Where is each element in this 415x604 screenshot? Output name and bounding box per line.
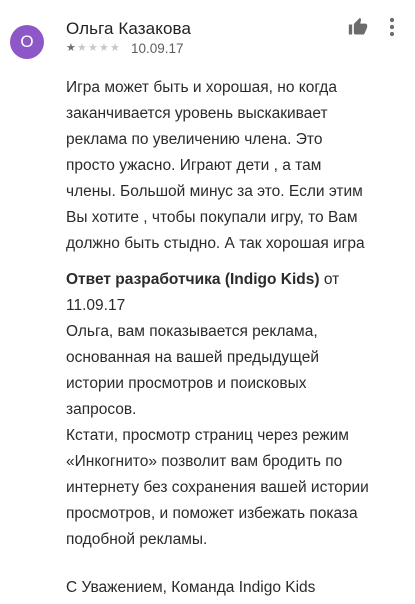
review-text-line: члены. Большой минус за это. Если этим [66,183,363,200]
reply-text-line: Ольга, вам показывается реклама, [66,323,318,340]
star-rating [66,43,121,54]
reply-date: 11.09.17 [66,297,126,314]
review-text-line: просто ужасно. Играют дети , а там [66,157,322,174]
avatar-letter: О [20,32,34,51]
reply-text-line: просмотров, и поможет избежать показа [66,505,358,522]
review-date: 10.09.17 [131,40,184,56]
star-empty-icon: ★ [88,41,99,54]
review-text [66,75,406,257]
thumbs-up-icon [348,17,368,37]
review-text-line: Игра может быть и хорошая, но когда [66,79,337,96]
star-empty-icon: ★ [99,41,110,54]
reply-text-line: «Инкогнито» позволит вам бродить по [66,453,343,470]
star-empty-icon: ★ [77,41,88,54]
review-text-line: заканчивается уровень выскакивает [66,105,328,122]
star-empty-icon: ★ [110,41,121,54]
reply-text-line: истории просмотров и поисковых [66,375,307,392]
more-options-button[interactable] [386,15,398,39]
more-vert-icon [386,15,398,39]
review-text-line: должно быть стыдно. А так хорошая игра [66,235,365,252]
helpful-button[interactable] [348,17,368,37]
reply-signature: С Уважением, Команда Indigo Kids [66,579,316,596]
review-text-line: Вы хотите , чтобы покупали игру, то Вам [66,209,358,226]
reply-text-line: запросов. [66,401,137,418]
reply-text-line: интернету без сохранения вашей истории [66,479,369,496]
reply-body [66,319,406,553]
developer-label: Ответ разработчика (Indigo Kids) [66,271,320,288]
developer-reply [66,267,406,553]
reply-text-line: Кстати, просмотр страниц через режим [66,427,349,444]
review-text-line: реклама по увеличению члена. Это [66,131,323,148]
avatar[interactable] [10,25,44,59]
reply-header [66,267,406,293]
reply-text-line: подобной рекламы. [66,531,208,548]
review-author: Ольга Казакова [66,19,192,38]
star-filled-icon: ★ [66,41,77,54]
reply-from-word: от [323,271,340,288]
reply-text-line: основанная на вашей предыдущей [66,349,319,366]
rating-row [66,40,184,56]
